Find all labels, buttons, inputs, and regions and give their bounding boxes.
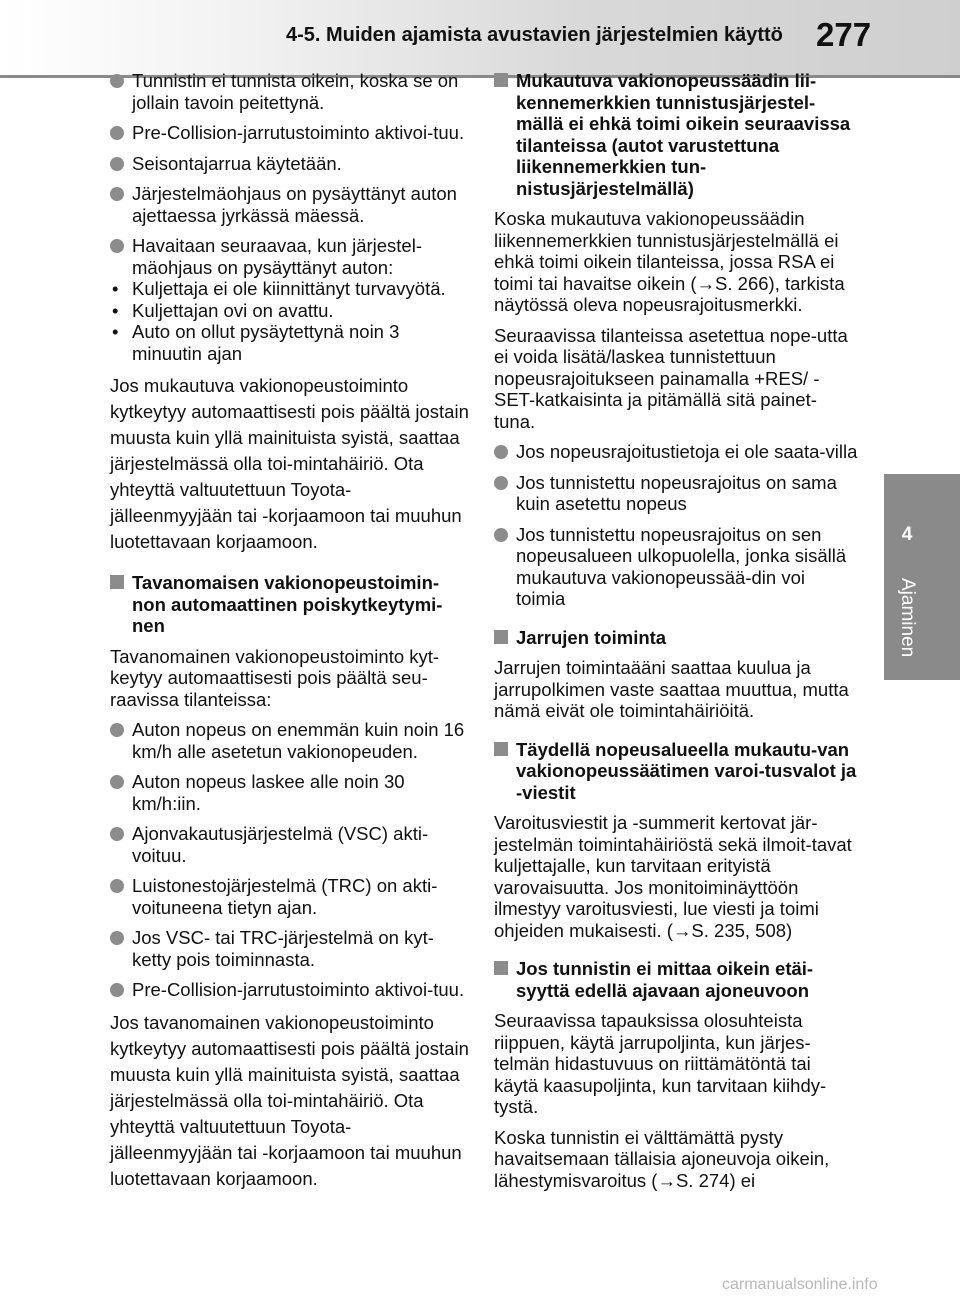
bullet-item: Järjestelmäohjaus on pysäyttänyt auton ajettaessa jyrkässä mäessä. <box>110 183 472 226</box>
paragraph: Tavanomainen vakionopeustoiminto kyt-keytyy automaattisesti pois päältä seu-raavissa tilanteissa: <box>110 645 440 710</box>
bullet-item: Pre-Collision-jarrutustoiminto aktivoi-tuu. <box>110 122 472 144</box>
paragraph: Koska tunnistin ei välttämättä pysty havaitsemaan tällaisia ajoneuvoja oikein, lähestymisvaroitus (→S. 274) ei <box>494 1126 830 1191</box>
bullet-item: Havaitaan seuraavaa, kun järjestel-mäohjaus on pysäyttänyt auton: <box>110 235 472 278</box>
paragraph: Seuraavissa tapauksissa olosuhteista riippuen, käytä jarrupoljinta, kun järjes-telmän hidastuvuus on riittämätöntä tai käytä kaasupoljinta, kun tarvitaan kiihdy-tystä. <box>494 1010 827 1117</box>
paragraph: Seuraavissa tilanteissa asetettua nope-utta ei voida lisätä/laskea tunnistettuun nopeusrajoitukseen painamalla +RES/ -SET-katkaisinta ja pitämällä sitä painet-tuna. <box>494 324 848 432</box>
page-number: 277 <box>816 16 872 53</box>
bullet-item: Auton nopeus laskee alle noin 30 km/h:iin. <box>110 771 472 814</box>
left-column <box>110 70 472 1201</box>
sub-list-item: • Kuljettajan ovi on avattu. <box>110 300 472 322</box>
bullet-item: Pre-Collision-jarrutustoiminto aktivoi-tuu. <box>110 979 472 1001</box>
section-heading: Mukautuva vakionopeussäädin lii-kennemerkkien tunnistusjärjestel-mällä ei ehkä toimi oikein seuraavissa tilanteissa (autot varustettuna liikennemerkkien tun-nistusjärjestelmällä) <box>494 70 858 199</box>
bullet-item: Jos nopeusrajoitustietoja ei ole saata-villa <box>494 441 858 463</box>
site-watermark: carmanualsonline.info <box>722 1276 878 1293</box>
chapter-label: Ajaminen <box>897 578 918 658</box>
section-heading: Täydellä nopeusalueella mukautu-van vakionopeussäätimen varoi-tusvalot ja -viestit <box>494 739 858 804</box>
bullet-item: Jos tunnistettu nopeusrajoitus on sen nopeusalueen ulkopuolella, jonka sisällä mukautuva vakionopeussää-din voi toimia <box>494 524 858 610</box>
paragraph: Varoitusviestit ja -summerit kertovat jär-jestelmän toimintahäiriöstä sekä ilmoit-tavat kuljettajalle, kun tarvitaan erityistä varovaisuutta. Jos monitoiminäyttöön ilmestyy varoitusviesti, lue viesti ja toimi ohjeiden mukaisesti. (→S. 235, 508) <box>494 812 852 941</box>
bullet-item: Luistonestojärjestelmä (TRC) on akti-voituneena tietyn ajan. <box>110 875 472 918</box>
chapter-side-tab[interactable] <box>884 474 960 680</box>
section-heading: Jarrujen toiminta <box>494 627 858 649</box>
bullet-item: Tunnistin ei tunnista oikein, koska se on jollain tavoin peitettynä. <box>110 70 472 113</box>
paragraph: Koska mukautuva vakionopeussäädin liikennemerkkien tunnistusjärjestelmällä ei ehkä toimi oikein tilanteissa, jossa RSA ei toimi tai havaitse oikein (→S. 266), tarkista näytössä oleva nopeusrajoitusmerkki. <box>494 208 845 315</box>
sub-list-item: • Auto on ollut pysäytettynä noin 3 minuutin ajan <box>110 321 472 364</box>
bullet-item: Ajonvakautusjärjestelmä (VSC) akti-voituu. <box>110 823 472 866</box>
section-heading: Tavanomaisen vakionopeustoimin-non automaattinen poiskytkeytymi-nen <box>110 572 472 637</box>
bullet-item: Jos VSC- tai TRC-järjestelmä on kyt-ketty pois toiminnasta. <box>110 927 472 970</box>
bullet-item: Jos tunnistettu nopeusrajoitus on sama kuin asetettu nopeus <box>494 472 858 515</box>
bullet-item: Seisontajarrua käytetään. <box>110 153 472 175</box>
bullet-item: Auton nopeus on enemmän kuin noin 16 km/h alle asetetun vakionopeuden. <box>110 719 472 762</box>
right-column <box>494 70 858 1200</box>
sub-list-item: • Kuljettaja ei ole kiinnittänyt turvavyötä. <box>110 278 472 300</box>
section-heading: Jos tunnistin ei mittaa oikein etäi-syyttä edellä ajavaan ajoneuvoon <box>494 958 858 1001</box>
chapter-number: 4 <box>901 524 913 545</box>
paragraph: Jos tavanomainen vakionopeustoiminto kytkeytyy automaattisesti pois päältä jostain muusta kuin yllä mainituista syistä, saattaa järjestelmässä olla toi-mintahäiriö. Ota yhteyttä valtuutettuun Toyota-jälleenmyyjään tai -korjaamoon tai muuhun luotettavaan korjaamoon. <box>110 1011 469 1189</box>
paragraph: Jos mukautuva vakionopeustoiminto kytkeytyy automaattisesti pois päältä jostain muusta kuin yllä mainituista syistä, saattaa järjestelmässä olla toi-mintahäiriö. Ota yhteyttä valtuutettuun Toyota-jälleenmyyjään tai -korjaamoon tai muuhun luotettavaan korjaamoon. <box>110 375 469 552</box>
chapter-title: 4-5. Muiden ajamista avustavien järjestelmien käyttö <box>286 24 783 46</box>
paragraph: Jarrujen toimintaääni saattaa kuulua ja jarrupolkimen vaste saattaa muuttua, mutta nämä eivät ole toimintahäiriöitä. <box>494 657 849 721</box>
